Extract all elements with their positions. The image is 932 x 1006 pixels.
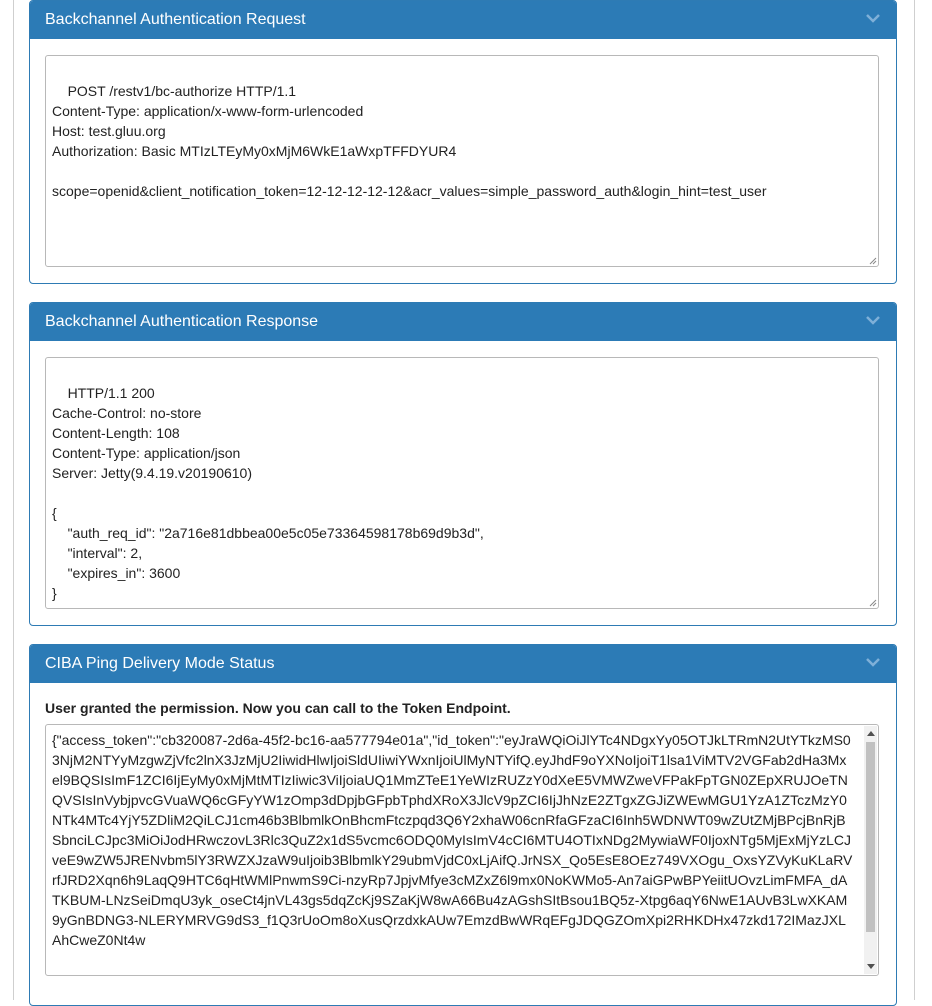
scrollbar-thumb[interactable] bbox=[866, 742, 875, 932]
token-textarea[interactable] bbox=[45, 724, 879, 976]
response-panel bbox=[29, 302, 897, 626]
status-panel-header[interactable] bbox=[30, 645, 896, 683]
request-panel bbox=[29, 0, 897, 284]
status-panel-title: CIBA Ping Delivery Mode Status bbox=[45, 655, 275, 672]
response-textarea[interactable] bbox=[45, 357, 879, 609]
resize-grip-icon[interactable] bbox=[867, 597, 877, 607]
token-scrollbar[interactable] bbox=[864, 726, 877, 974]
chevron-down-icon[interactable] bbox=[866, 316, 880, 325]
response-panel-title: Backchannel Authentication Response bbox=[45, 313, 319, 330]
scroll-up-icon[interactable] bbox=[867, 731, 875, 736]
resize-grip-icon[interactable] bbox=[867, 255, 877, 265]
scroll-down-icon[interactable] bbox=[867, 964, 875, 969]
chevron-down-icon[interactable] bbox=[866, 14, 880, 23]
token-body: {"access_token":"cb320087-2d6a-45f2-bc16-aa577794e01a","id_token":"eyJraWQiOiJlYTc4NDgxYy05OTJkLTRmN2UtYTkzMS03NjM2NTYyMzgwZjVfc2lnX3JzMjU2IiwidHlwIjoiSldUIiwiYWxnIjoiUlMyNTYifQ.eyJhdF9oYXNoIjoiT1lsa1ViMTV2VGFab2dHa3Mxel9BQSIsImF1ZCI6IjEyMy0xMjMtMTIzIiwic3ViIjoiaUQ1MmZTeE1YeWIzRUZzY0dXeE5VMWZweVFPakFpTGN0ZEpXRUJOeTNQVSIsInVybjpvcGVuaWQ6cGFyYW1zOmp3dDpjbGFpbTphdXRoX3JlcV9pZCI6IjJhNzE2ZTgxZGJiZWEwMGU1YzA1ZTczMzY0NTk4MTc4YjY5ZDliM2QiLCJ1cm46b3BlbmlkOnBhcmFtczpqd3Q6Y2xhaW06cnRfaGFzaCI6Inh5WDNWT09wZUtZMjBPcjBnRjBSbnciLCJpc3MiOiJodHRwczovL3Rlc3QuZ2x1dS5vcmc6ODQ0MyIsImV4cCI6MTU4OTIxNDg2MywiaWF0IjoxNTg5MjExMjYzLCJveE9wZW5JRENvbm5lY3RWZXJzaW9uIjoib3BlbmlkY29ubmVjdC0xLjAifQ.JrNSX_Qo5EsE8OEz749VXOgu_OxsYZVyKuKLaRVrfJRD2Xqn6h9LaqQ9HTC6qHtWMlPnwmS9Ci-nzyRp7JpjvMfye3cMZxZ6l9mx0NoKWMo5-An7aiGPwBPYeiitUOvzLimFMFA_dATKBUM-LNzSeiDmqU3yk_oseCt4jnVL43gs5dqZcKj9SZaKjW8wA66Bu4zAGshSItBsou1BQ5z-Xtpg6aqY6NwE1AUvB3LwXKAM9yGnBDNG3-NLERYMRVG9dS3_f1Q3rUoOm8oXusQrzdxkAUw7EmzdBwWRqEFgJDQGZOmXpi2RHKDHx47zkd172IMazJXLAhCweZ0Nt4w bbox=[52, 732, 853, 948]
request-panel-title: Backchannel Authentication Request bbox=[45, 11, 306, 28]
request-body: POST /restv1/bc-authorize HTTP/1.1 Content-Type: application/x-www-form-urlencoded Host: test.gluu.org Authorization: Basic MTIzLTEyMy0xMjM6WkE1aWxpTFFDYUR4 scope=openid&client_notification_token=12-12-12-12-12&acr_values=simple_password_auth&login_hint=test_user bbox=[52, 83, 767, 199]
request-textarea[interactable] bbox=[45, 55, 879, 267]
status-message: User granted the permission. Now you can call to the Token Endpoint. bbox=[45, 700, 511, 716]
chevron-down-icon[interactable] bbox=[866, 658, 880, 667]
response-panel-header[interactable] bbox=[30, 303, 896, 341]
response-body: HTTP/1.1 200 Cache-Control: no-store Content-Length: 108 Content-Type: application/json Server: Jetty(9.4.19.v20190610) { "auth_req_id": "2a716e81dbbea00e5c05e73364598178b69d9b3d", "interval": 2, "expires_in": 3600 } bbox=[52, 385, 484, 601]
request-panel-header[interactable] bbox=[30, 1, 896, 39]
status-panel bbox=[29, 644, 897, 1006]
